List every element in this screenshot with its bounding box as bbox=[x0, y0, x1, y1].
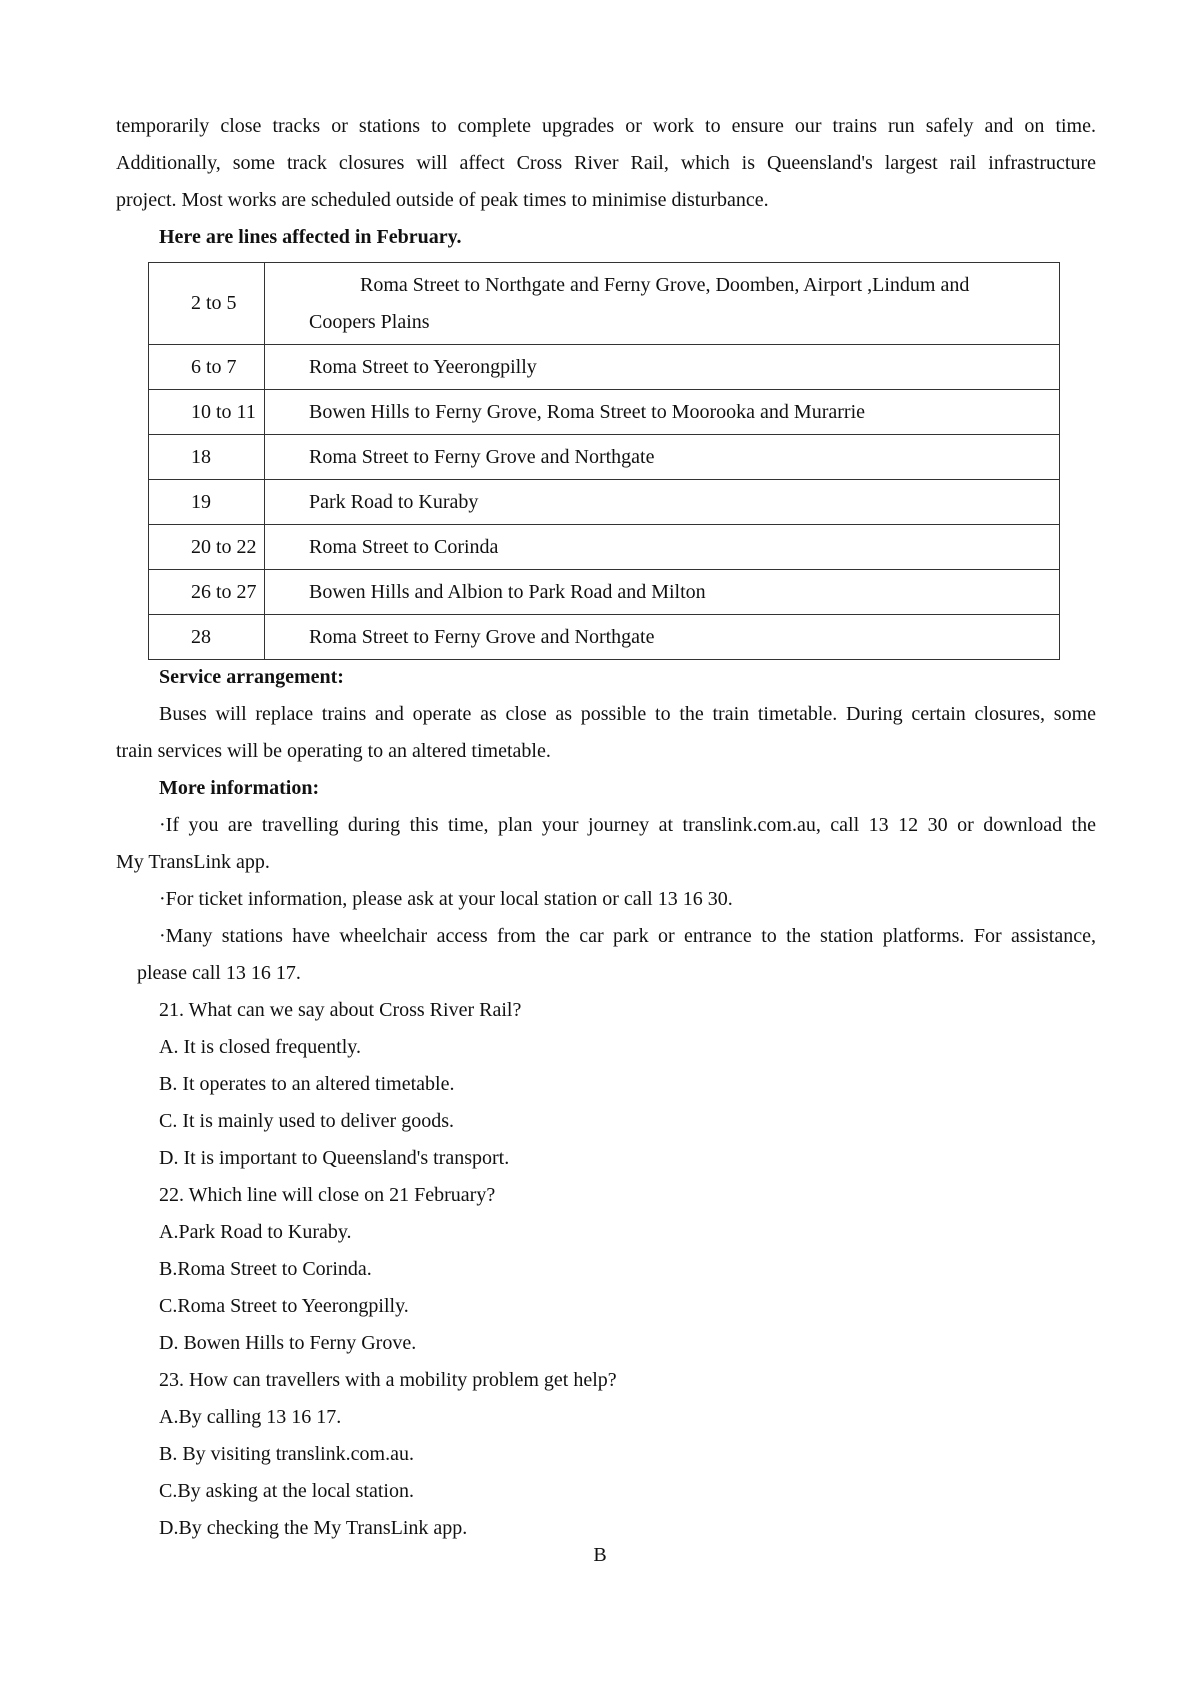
table-row bbox=[149, 480, 1060, 525]
table-cell-days: 6 to 7 bbox=[149, 345, 265, 390]
table-cell-route: Roma Street to Corinda bbox=[265, 525, 1060, 570]
service-heading: Service arrangement: bbox=[159, 666, 344, 688]
option: A.By calling 13 16 17. bbox=[159, 1406, 342, 1428]
table-row bbox=[149, 345, 1060, 390]
table-cell-route bbox=[265, 263, 1060, 345]
table-cell-days: 28 bbox=[149, 615, 265, 660]
service-line: Buses will replace trains and operate as close as possible to the train timetable. During certain closures, some bbox=[159, 703, 1096, 725]
body-text bbox=[116, 659, 1096, 1547]
lines-heading: Here are lines affected in February. bbox=[159, 226, 462, 248]
option: D. It is important to Queensland's transport. bbox=[159, 1147, 510, 1169]
table-row bbox=[149, 390, 1060, 435]
option: C.Roma Street to Yeerongpilly. bbox=[159, 1295, 409, 1317]
table-cell-days: 10 to 11 bbox=[149, 390, 265, 435]
option: B.Roma Street to Corinda. bbox=[159, 1258, 372, 1280]
table-cell-days: 18 bbox=[149, 435, 265, 480]
closures-table bbox=[148, 262, 1060, 660]
table-row bbox=[149, 525, 1060, 570]
table-cell-route: Park Road to Kuraby bbox=[265, 480, 1060, 525]
table-cell-route: Bowen Hills and Albion to Park Road and Milton bbox=[265, 570, 1060, 615]
more-heading: More information: bbox=[159, 777, 320, 799]
table-cell-route: Bowen Hills to Ferny Grove, Roma Street to Moorooka and Murarrie bbox=[265, 390, 1060, 435]
table-cell-days: 20 to 22 bbox=[149, 525, 265, 570]
question: 22. Which line will close on 21 February? bbox=[159, 1184, 496, 1206]
table-cell-route: Roma Street to Yeerongpilly bbox=[265, 345, 1060, 390]
table-row bbox=[149, 615, 1060, 660]
info-bullet: ·Many stations have wheelchair access from the car park or entrance to the station platforms. For assistance, bbox=[159, 925, 1096, 947]
question: 21. What can we say about Cross River Rail? bbox=[159, 999, 522, 1021]
question: 23. How can travellers with a mobility problem get help? bbox=[159, 1369, 617, 1391]
intro-line: project. Most works are scheduled outside of peak times to minimise disturbance. bbox=[116, 189, 769, 211]
option: A. It is closed frequently. bbox=[159, 1036, 361, 1058]
intro-paragraph bbox=[116, 108, 1096, 256]
info-bullet-cont: My TransLink app. bbox=[116, 851, 270, 873]
intro-line: Additionally, some track closures will affect Cross River Rail, which is Queensland's largest rail infrastructure bbox=[116, 152, 1096, 174]
option: B. By visiting translink.com.au. bbox=[159, 1443, 414, 1465]
table-row bbox=[149, 435, 1060, 480]
info-bullet-cont: please call 13 16 17. bbox=[137, 962, 301, 984]
route-line: Coopers Plains bbox=[309, 310, 430, 333]
info-bullet: ·For ticket information, please ask at your local station or call 13 16 30. bbox=[159, 888, 733, 910]
option: D.By checking the My TransLink app. bbox=[159, 1517, 468, 1539]
table-cell-days: 2 to 5 bbox=[149, 263, 265, 345]
table-cell-days: 19 bbox=[149, 480, 265, 525]
service-line: train services will be operating to an altered timetable. bbox=[116, 740, 551, 762]
table-cell-days: 26 to 27 bbox=[149, 570, 265, 615]
intro-line: temporarily close tracks or stations to complete upgrades or work to ensure our trains run safely and on time. bbox=[116, 115, 1096, 137]
route-line: Roma Street to Northgate and Ferny Grove, Doomben, Airport ,Lindum and bbox=[360, 273, 970, 296]
table-cell-route: Roma Street to Ferny Grove and Northgate bbox=[265, 615, 1060, 660]
option: A.Park Road to Kuraby. bbox=[159, 1221, 352, 1243]
table-cell-route: Roma Street to Ferny Grove and Northgate bbox=[265, 435, 1060, 480]
option: C. It is mainly used to deliver goods. bbox=[159, 1110, 454, 1132]
table-row bbox=[149, 263, 1060, 345]
option: D. Bowen Hills to Ferny Grove. bbox=[159, 1332, 417, 1354]
option: B. It operates to an altered timetable. bbox=[159, 1073, 455, 1095]
table-row bbox=[149, 570, 1060, 615]
section-letter: B bbox=[593, 1544, 607, 1566]
option: C.By asking at the local station. bbox=[159, 1480, 414, 1502]
info-bullet: ·If you are travelling during this time, plan your journey at translink.com.au, call 13 12 30 or download the bbox=[159, 814, 1096, 836]
